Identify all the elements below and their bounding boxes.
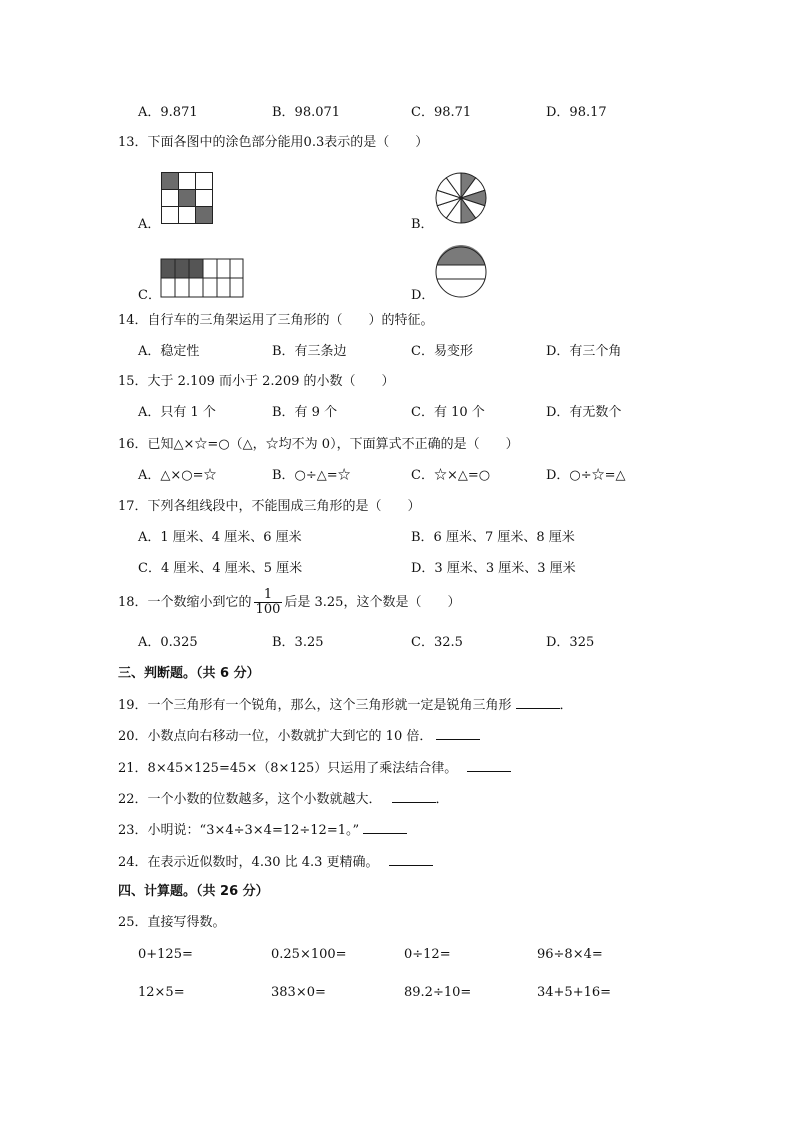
q19-answer-blank[interactable] (516, 696, 560, 709)
section-4-title: 四、计算题。（共 26 分） (118, 884, 269, 899)
q15-option-b: B．有 9 个 (272, 405, 338, 420)
q23-statement (118, 821, 407, 840)
q13-label-a: A． (138, 217, 161, 232)
q24-answer-blank[interactable] (389, 853, 433, 866)
q25-item: 12×5= (138, 985, 185, 1000)
q18-option-a: A．0.325 (138, 635, 198, 650)
q14-option-c: C．易变形 (411, 344, 473, 359)
q17-stem: 17．下列各组线段中，不能围成三角形的是（ ） (118, 499, 421, 514)
q16-option-b: B．○÷△=☆ (272, 468, 351, 483)
q17-option-d: D．3 厘米、3 厘米、3 厘米 (411, 561, 576, 576)
q17-option-a: A．1 厘米、4 厘米、6 厘米 (138, 530, 302, 545)
q19-text: 19．一个三角形有一个锐角，那么，这个三角形就一定是锐角三角形 (118, 698, 512, 713)
q18-option-b: B．3.25 (272, 635, 324, 650)
q13-figure-d-circle (434, 245, 488, 299)
q15-option-a: A．只有 1 个 (138, 405, 216, 420)
q25-item: 0.25×100= (271, 947, 347, 962)
q22-text: 22．一个小数的位数越多，这个小数就越大． (118, 792, 382, 807)
q12-option-a: A．9.871 (138, 105, 198, 120)
q16-option-a: A．△×○=☆ (138, 468, 217, 483)
q24-statement (118, 853, 433, 872)
q13-figure-a-grid (161, 172, 213, 224)
q16-option-d: D．○÷☆=△ (546, 468, 626, 483)
q13-label-b: B． (411, 217, 434, 232)
q17-option-b: B．6 厘米、7 厘米、8 厘米 (411, 530, 575, 545)
section-3-title: 三、判断题。（共 6 分） (118, 666, 260, 681)
q25-item: 0÷12= (404, 947, 451, 962)
q21-text: 21．8×45×125=45×（8×125）只运用了乘法结合律。 (118, 761, 458, 776)
q25-item: 89.2÷10= (404, 985, 472, 1000)
q18-fraction (254, 588, 283, 617)
q22-answer-blank[interactable] (392, 790, 436, 803)
q23-answer-blank[interactable] (363, 821, 407, 834)
q14-stem: 14．自行车的三角架运用了三角形的（ ）的特征。 (118, 313, 434, 328)
q25-item: 0+125= (138, 947, 193, 962)
q13-label-c: C． (138, 288, 161, 303)
q12-option-b: B．98.071 (272, 105, 341, 120)
q13-figure-c-strip (160, 258, 244, 298)
q13-label-d: D． (411, 288, 435, 303)
q14-option-a: A．稳定性 (138, 344, 200, 359)
q18-stem (118, 588, 460, 617)
q12-option-d: D．98.17 (546, 105, 607, 120)
q18-fraction-denominator: 100 (255, 602, 281, 617)
q16-option-c: C．☆×△=○ (411, 468, 491, 483)
q19-statement (118, 696, 573, 715)
q13-stem: 13．下面各图中的涂色部分能用0.3表示的是（ ） (118, 135, 429, 150)
q21-answer-blank[interactable] (467, 759, 511, 772)
q14-option-d: D．有三个角 (546, 344, 622, 359)
q15-stem: 15．大于 2.109 而小于 2.209 的小数（ ） (118, 374, 395, 389)
q18-fraction-numerator: 1 (254, 588, 283, 603)
q20-text: 20．小数点向右移动一位，小数就扩大到它的 10 倍． (118, 729, 433, 744)
q20-statement (118, 727, 480, 746)
q24-text: 24．在表示近似数时，4.30 比 4.3 更精确。 (118, 855, 379, 870)
q16-stem: 16．已知△×☆=○（△，☆均不为 0），下面算式不正确的是（ ） (118, 437, 519, 452)
q18-stem-after: 后是 3.25，这个数是（ ） (284, 595, 461, 610)
q25-stem: 25．直接写得数。 (118, 915, 226, 930)
q25-item: 34+5+16= (537, 985, 612, 1000)
q20-answer-blank[interactable] (436, 727, 480, 740)
q12-option-c: C．98.71 (411, 105, 472, 120)
q15-option-d: D．有无数个 (546, 405, 622, 420)
q18-stem-before: 18．一个数缩小到它的 (118, 595, 252, 610)
q17-option-c: C．4 厘米、4 厘米、5 厘米 (138, 561, 303, 576)
q21-statement (118, 759, 511, 778)
q19-tail: ． (559, 698, 573, 713)
q25-item: 383×0= (271, 985, 326, 1000)
q15-option-c: C．有 10 个 (411, 405, 485, 420)
q13-figure-b-pie (434, 171, 488, 225)
q18-option-d: D．325 (546, 635, 595, 650)
q14-option-b: B．有三条边 (272, 344, 347, 359)
q22-statement (118, 790, 449, 809)
q18-option-c: C．32.5 (411, 635, 463, 650)
q23-text: 23．小明说：“3×4÷3×4=12÷12=1。” (118, 823, 360, 838)
q22-tail: ． (435, 792, 449, 807)
q25-item: 96÷8×4= (537, 947, 603, 962)
